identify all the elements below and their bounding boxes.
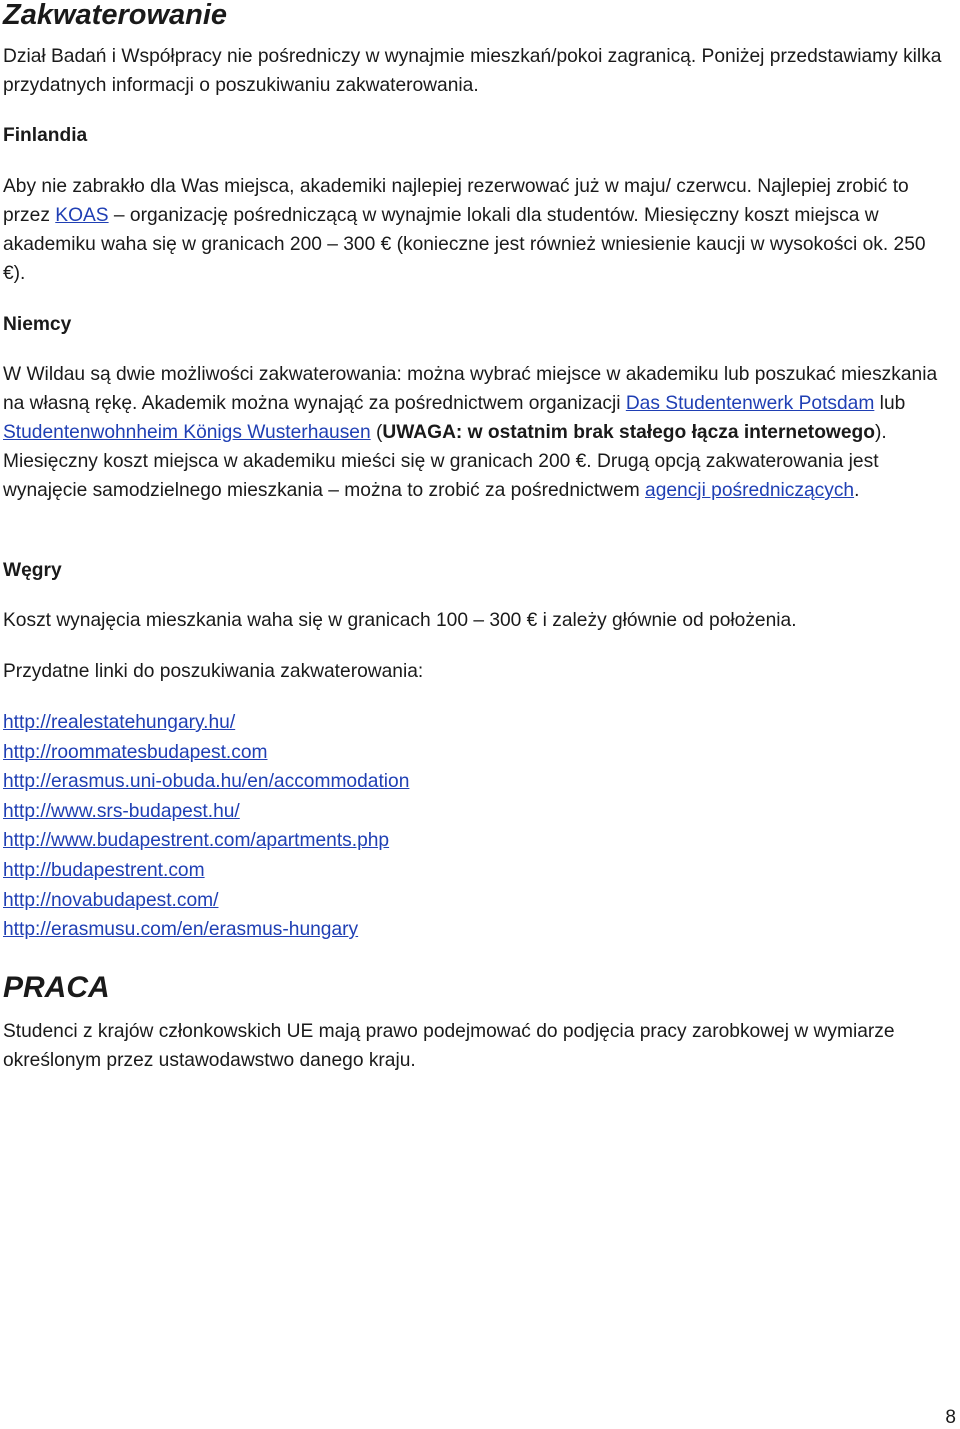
page-number: 8 <box>945 1407 956 1428</box>
page-title: Zakwaterowanie <box>3 0 228 31</box>
germany-text-5: . <box>854 480 860 501</box>
studentenwerk-potsdam-link[interactable]: Das Studentenwerk Potsdam <box>625 393 875 414</box>
link-erasmusu[interactable]: http://erasmusu.com/en/erasmus-hungary <box>3 919 359 941</box>
finland-text-2: – organizację pośredniczącą w wynajmie lokali dla studentów. Miesięczny koszt miejsca w akademiku waha się w granicach 200 – 300 € (konieczne jest również wniesienie kaucji w wysokości ok. 250 €). <box>3 205 926 284</box>
germany-warning: UWAGA: w ostatnim brak stałego łącza internetowego <box>382 422 875 443</box>
finland-paragraph <box>3 172 953 288</box>
koas-link[interactable]: KOAS <box>55 205 109 226</box>
germany-text-1: W Wildau są dwie możliwości zakwaterowania: można wybrać miejsce w akademiku lub poszukać mieszkania na własną rękę. Akademik można wynająć za pośrednictwem organizacji <box>3 364 938 414</box>
link-novabudapest[interactable]: http://novabudapest.com/ <box>3 889 219 911</box>
link-realestatehungary[interactable]: http://realestatehungary.hu/ <box>3 712 236 733</box>
heading-germany: Niemcy <box>3 314 72 335</box>
hungary-paragraph: Koszt wynajęcia mieszkania waha się w granicach 100 – 300 € i zależy głównie od położenia. <box>3 610 797 631</box>
links-heading: Przydatne linki do poszukiwania zakwaterowania: <box>3 661 424 682</box>
link-roommatesbudapest[interactable]: http://roommatesbudapest.com <box>3 741 268 763</box>
links-list <box>3 708 409 945</box>
agencies-link[interactable]: agencji pośredniczących <box>645 480 855 501</box>
intro-paragraph: Dział Badań i Współpracy nie pośredniczy w wynajmie mieszkań/pokoi zagranicą. Poniżej przedstawiamy kilka przydatnych informacji o poszukiwaniu zakwaterowania. <box>3 46 942 96</box>
heading-hungary: Węgry <box>3 560 62 581</box>
work-paragraph: Studenci z krajów członkowskich UE mają prawo podejmować do podjęcia pracy zarobkowej w wymiarze określonym przez ustawodawstwo danego kraju. <box>3 1021 895 1071</box>
link-srs-budapest[interactable]: http://www.srs-budapest.hu/ <box>3 800 240 822</box>
germany-text-2: lub <box>874 393 906 414</box>
link-budapestrent[interactable]: http://budapestrent.com <box>3 859 205 881</box>
germany-text-3: ( <box>370 422 383 443</box>
heading-work: PRACA <box>3 971 110 1004</box>
heading-finland: Finlandia <box>3 125 88 146</box>
link-budapestrent-apartments[interactable]: http://www.budapestrent.com/apartments.php <box>3 830 390 852</box>
link-erasmus-uni-obuda[interactable]: http://erasmus.uni-obuda.hu/en/accommodation <box>3 771 410 793</box>
finland-text-1: Aby nie zabrakło dla Was miejsca, akademiki najlepiej rezerwować już w maju/ czerwcu. Najlepiej zrobić to przez <box>3 176 909 226</box>
germany-paragraph <box>3 360 953 505</box>
studentenwohnheim-link[interactable]: Studentenwohnheim Königs Wusterhausen <box>3 422 371 443</box>
germany-text-4: ). Miesięczny koszt miejsca w akademiku mieści się w granicach 200 €. Drugą opcją zakwaterowania jest wynajęcie samodzielnego mieszkania – można to zrobić za pośrednictwem <box>3 422 887 501</box>
